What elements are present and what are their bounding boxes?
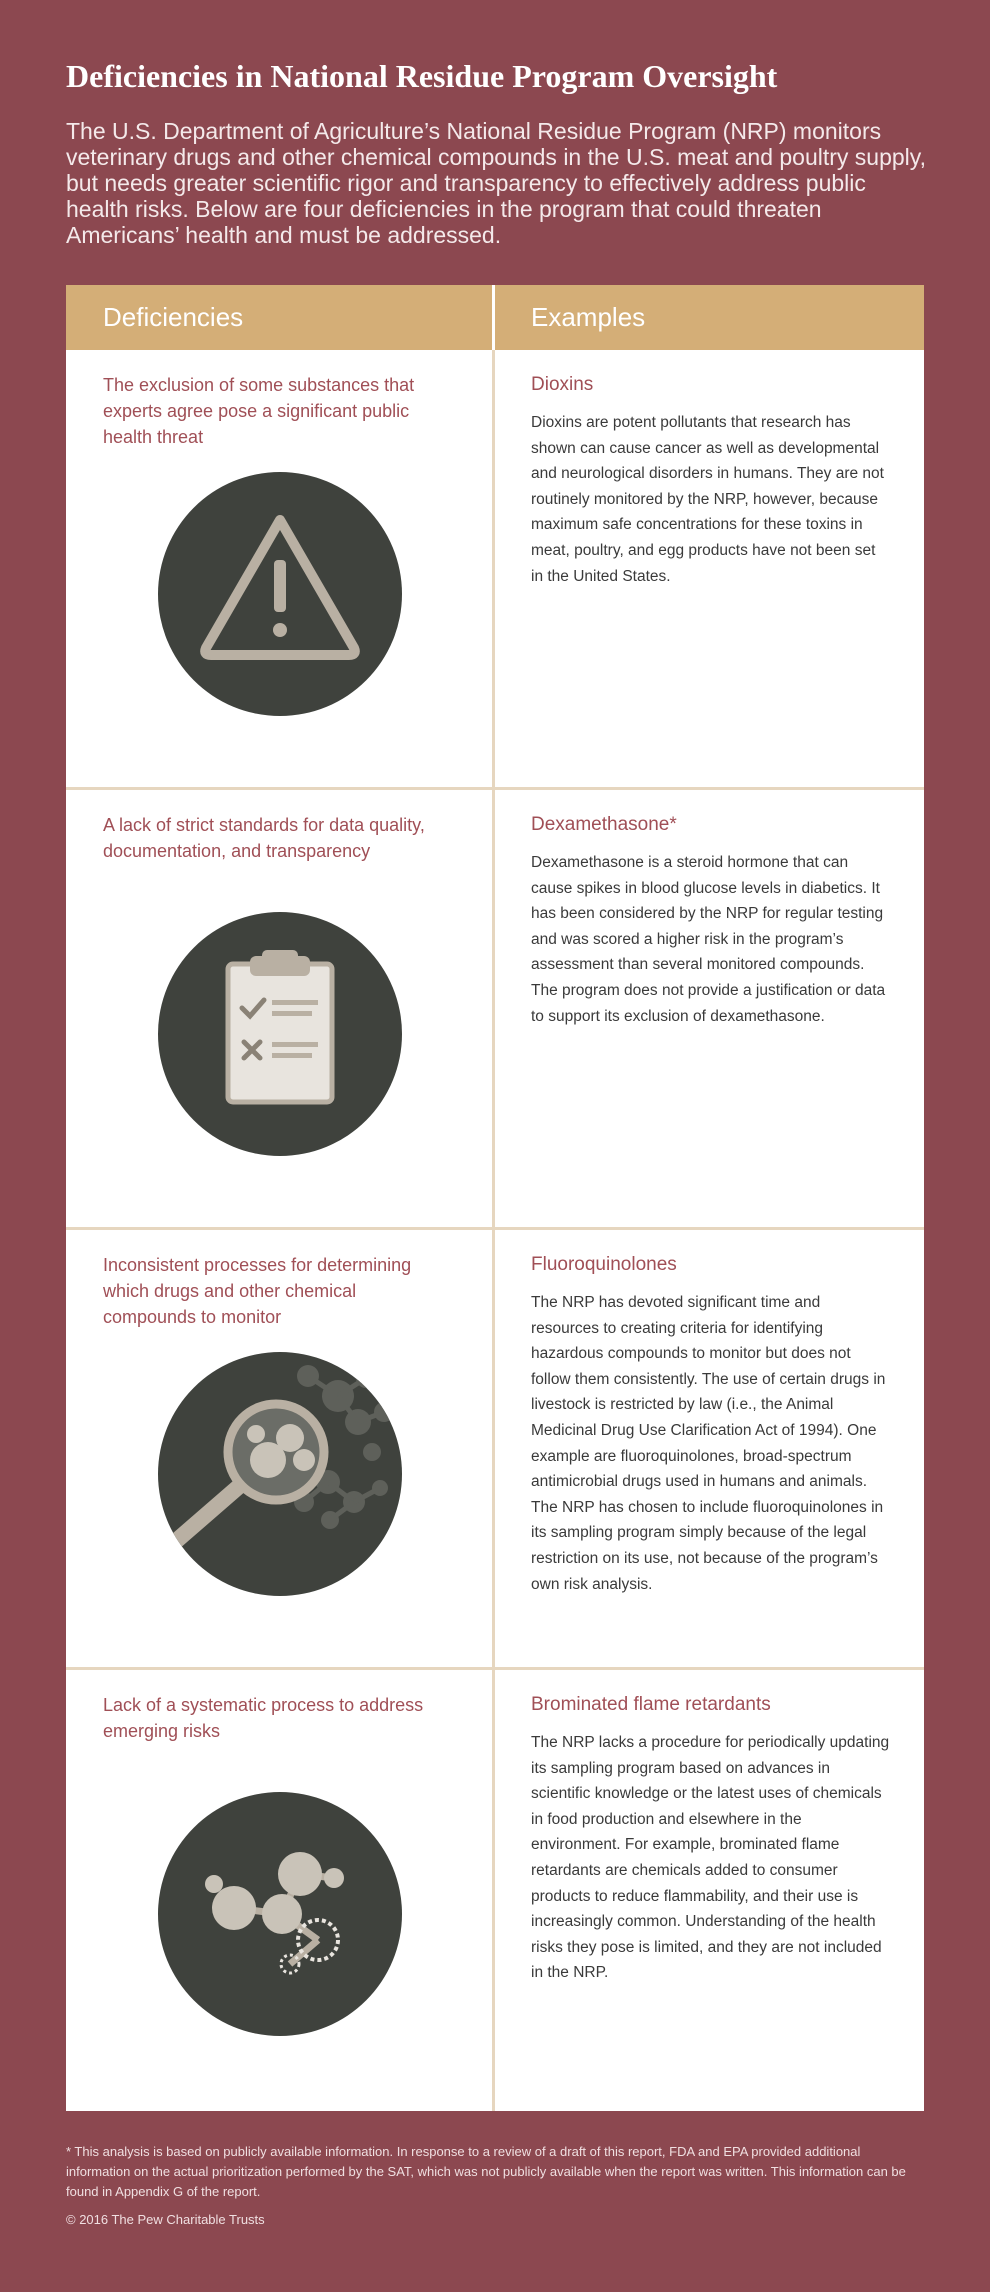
deficiency-text: Inconsistent processes for determining which drugs and other chemical compounds to monitor <box>103 1255 412 1327</box>
deficiency-text: The exclusion of some substances that experts agree pose a significant public health threat <box>103 375 415 447</box>
deficiency-text: A lack of strict standards for data quality, documentation, and transparency <box>103 815 425 861</box>
example-cell <box>495 350 924 787</box>
deficiency-text: Lack of a systematic process to address emerging risks <box>103 1695 424 1741</box>
example-body: The NRP has devoted significant time and resources to creating criteria for identifying hazardous compounds to monitor but does not follow them consistently. The use of certain drugs in livestock is restricted by law (i.e., the Animal Medicinal Drug Use Clarification Act of 1994). One example are fluoroquinolones, broad-spectrum antimicrobial drugs used in humans and animals. The NRP has chosen to include fluoroquinolones in its sampling program simply because of the legal restriction on its use, not because of the program’s own risk analysis. <box>531 1294 886 1593</box>
page-title: Deficiencies in National Residue Program Oversight <box>66 58 778 94</box>
deficiency-cell <box>66 350 495 787</box>
deficiency-cell <box>66 790 495 1227</box>
example-body: Dioxins are potent pollutants that research has shown can cause cancer as well as developmental and neurological disorders in humans. They are not routinely monitored by the NRP, however, because maximum safe concentrations for these toxins in meat, poultry, and egg products have not been set in the United States. <box>531 414 884 585</box>
example-body: The NRP lacks a procedure for periodically updating its sampling program based on advances in scientific knowledge or the latest uses of chemicals in food production and elsewhere in the environment. For example, brominated flame retardants are chemicals added to consumer products to reduce flammability, and their use is increasingly common. Understanding of the health risks they pose is limited, and they are not included in the NRP. <box>531 1734 890 1982</box>
clipboard-checklist-icon <box>158 912 402 1156</box>
warning-triangle-icon <box>158 472 402 716</box>
header-examples: Examples <box>531 302 646 332</box>
example-title: Dexamethasone* <box>531 814 677 835</box>
intro-paragraph: The U.S. Department of Agriculture’s National Residue Program (NRP) monitors veterinary drugs and other chemical compounds in the U.S. meat and poultry supply, but needs greater scientific rigor and transparency to effectively address public health risks. Below are four deficiencies in the program that could threaten Americans’ health and must be addressed. <box>66 118 926 248</box>
table-row <box>66 1230 924 1670</box>
copyright: © 2016 The Pew Charitable Trusts <box>66 2212 265 2227</box>
table-row <box>66 790 924 1230</box>
example-body: Dexamethasone is a steroid hormone that can cause spikes in blood glucose levels in diabetics. It has been considered by the NRP for regular testing and was scored a higher risk in the program’s assessment than several monitored compounds. The program does not provide a justification or data to support its exclusion of dexamethasone. <box>531 854 886 1025</box>
table-header <box>66 285 924 350</box>
table-row <box>66 1670 924 2111</box>
example-title: Fluoroquinolones <box>531 1254 677 1275</box>
example-cell <box>495 1230 924 1667</box>
deficiencies-table <box>66 285 924 2111</box>
example-title: Dioxins <box>531 374 594 395</box>
molecule-icon <box>158 1792 402 2036</box>
example-cell <box>495 790 924 1227</box>
header-deficiencies: Deficiencies <box>66 285 495 350</box>
example-title: Brominated flame retardants <box>531 1694 771 1715</box>
table-row <box>66 350 924 790</box>
magnifier-molecule-icon <box>158 1352 402 1596</box>
example-cell <box>495 1670 924 2111</box>
footnote: * This analysis is based on publicly available information. In response to a review of a draft of this report, FDA and EPA provided additional information on the actual prioritization performed by the SAT, which was not publicly available when the report was written. This information can be found in Appendix G of the report. <box>66 2144 906 2199</box>
deficiency-cell <box>66 1230 495 1667</box>
deficiency-cell <box>66 1670 495 2111</box>
